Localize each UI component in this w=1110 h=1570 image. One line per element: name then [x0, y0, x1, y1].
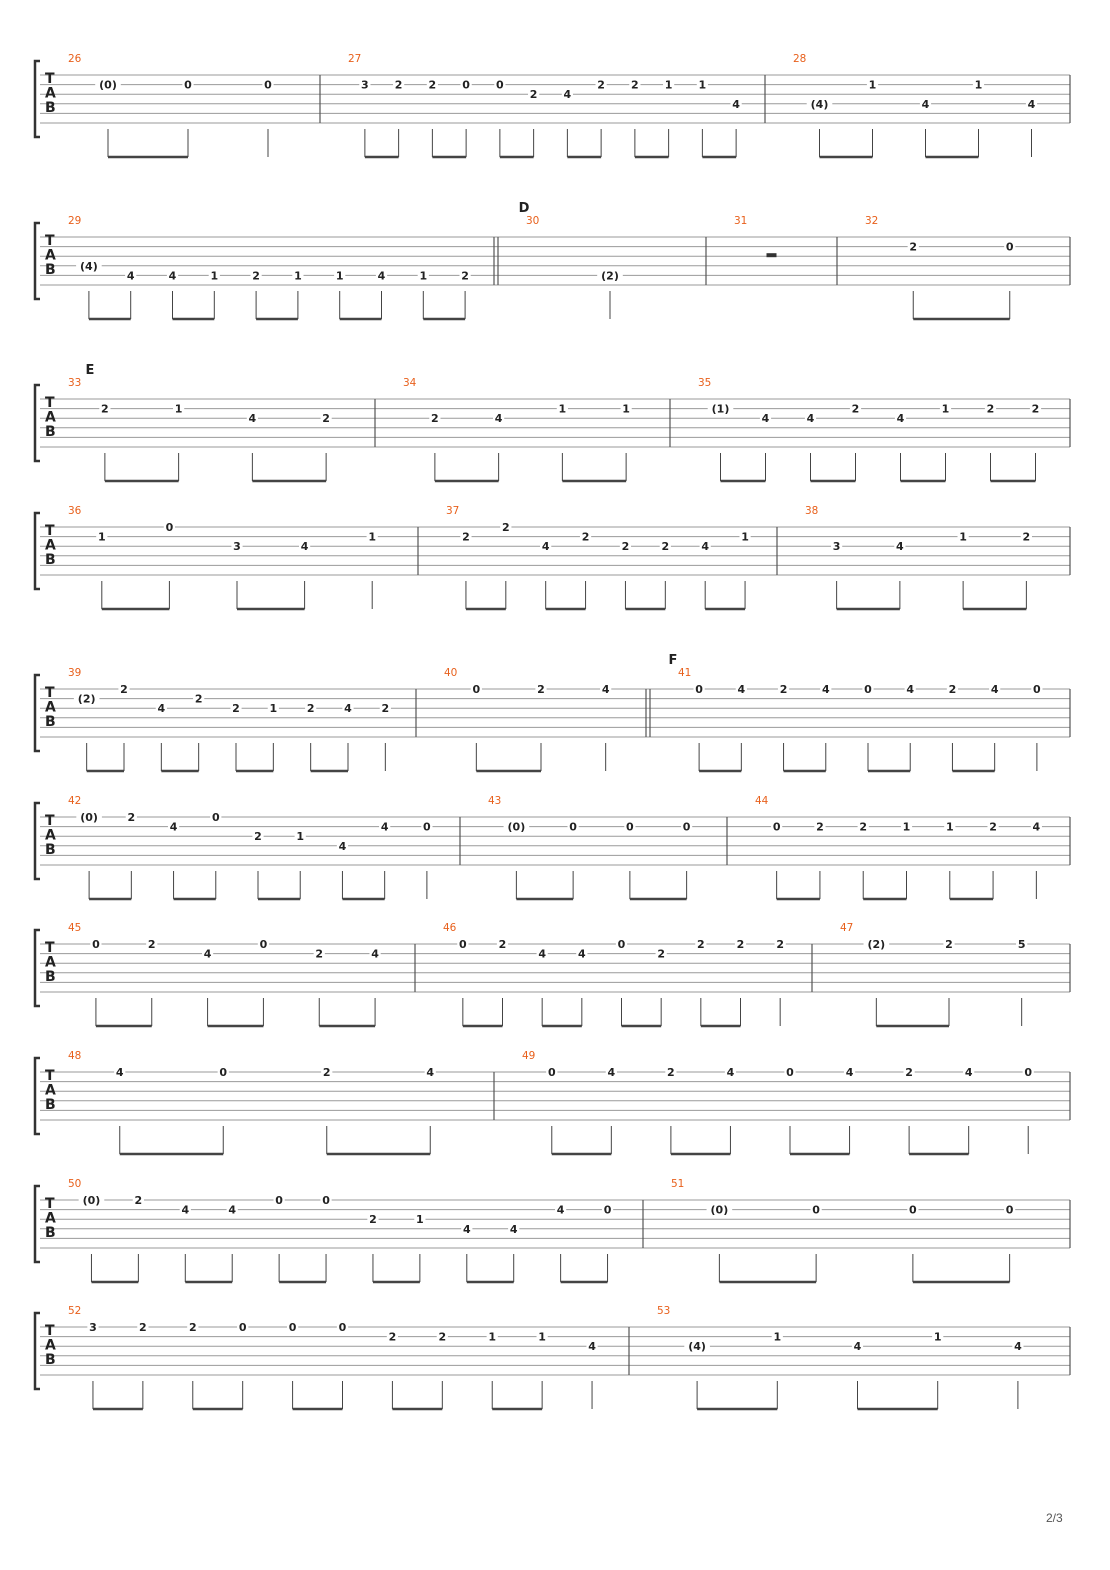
- fret-number: (2): [601, 269, 619, 283]
- tab-clef-letter: T: [45, 71, 55, 87]
- fret-number: 4: [853, 1340, 862, 1354]
- fret-number: 4: [338, 839, 347, 853]
- system-bracket: [35, 1186, 40, 1262]
- fret-number: 1: [945, 820, 954, 834]
- fret-number: 4: [896, 540, 904, 554]
- fret-number: 1: [974, 78, 983, 92]
- system-bracket: [35, 675, 40, 751]
- fret-number: 4: [494, 412, 503, 426]
- fret-number: 4: [248, 412, 257, 426]
- fret-number: (4): [688, 1340, 706, 1354]
- measure-number: 28: [793, 53, 807, 65]
- fret-number: 0: [459, 938, 467, 951]
- fret-number: (0): [82, 1194, 101, 1207]
- fret-number: 4: [737, 683, 746, 696]
- fret-number: 2: [498, 938, 507, 951]
- fret-number: 0: [617, 938, 626, 951]
- fret-number: 2: [1031, 402, 1040, 416]
- fret-number: 4: [1014, 1340, 1022, 1354]
- fret-number: 4: [921, 97, 930, 111]
- section-marker: F: [668, 653, 678, 668]
- measure-number: 31: [734, 215, 748, 227]
- fret-number: 0: [1005, 240, 1014, 254]
- fret-number: (4): [810, 97, 829, 111]
- fret-number: 4: [228, 1203, 237, 1217]
- fret-number: 2: [661, 540, 670, 554]
- fret-number: 0: [496, 78, 504, 92]
- fret-number: 4: [126, 269, 135, 283]
- fret-number: 2: [394, 78, 403, 92]
- fret-number: 4: [1027, 97, 1036, 111]
- fret-number: 1: [488, 1330, 497, 1344]
- tab-clef-letter: T: [45, 523, 55, 539]
- fret-number: 4: [701, 540, 710, 554]
- fret-number: 0: [211, 811, 220, 824]
- fret-number: 4: [300, 540, 309, 554]
- fret-number: 2: [989, 820, 997, 834]
- fret-number: 2: [631, 78, 639, 92]
- system-bracket: [35, 930, 40, 1006]
- tab-clef-letter: B: [45, 552, 56, 568]
- fret-number: 4: [607, 1066, 616, 1079]
- tab-clef-letter: T: [45, 395, 55, 411]
- fret-number: 3: [89, 1321, 97, 1334]
- fret-number: 1: [868, 78, 877, 92]
- fret-number: 4: [906, 683, 915, 696]
- measure-number: 48: [68, 1050, 82, 1062]
- tab-clef-letter: A: [45, 537, 56, 554]
- measure-number: 37: [446, 505, 460, 517]
- tab-clef-letter: T: [45, 940, 55, 956]
- measure-number: 51: [671, 1178, 685, 1190]
- fret-number: 1: [941, 402, 950, 416]
- tab-clef-letter: B: [45, 1225, 56, 1241]
- system-bracket: [35, 223, 40, 299]
- fret-number: 2: [537, 683, 545, 696]
- fret-number: 0: [909, 1203, 917, 1217]
- tab-clef-letter: T: [45, 1068, 55, 1084]
- fret-number: 2: [501, 521, 510, 534]
- page-number: 2/3: [1046, 1511, 1063, 1525]
- tab-clef-letter: A: [45, 954, 56, 971]
- fret-number: 2: [1022, 530, 1031, 544]
- fret-number: 4: [538, 947, 546, 961]
- fret-number: 2: [127, 811, 136, 824]
- measure-number: 38: [805, 505, 819, 517]
- fret-number: 4: [761, 412, 770, 426]
- fret-number: 0: [682, 820, 691, 834]
- tab-clef-letter: A: [45, 85, 56, 102]
- fret-number: 1: [416, 1213, 424, 1227]
- measure-number: 43: [488, 795, 502, 807]
- fret-number: 2: [139, 1321, 147, 1334]
- measure-number: 35: [698, 377, 712, 389]
- fret-number: 0: [603, 1203, 612, 1217]
- fret-number: 0: [184, 78, 192, 92]
- fret-number: 1: [773, 1330, 782, 1344]
- fret-number: 2: [194, 692, 203, 706]
- measure-number: 45: [68, 922, 82, 934]
- fret-number: 4: [203, 947, 212, 961]
- fret-number: 4: [588, 1340, 596, 1354]
- fret-number: 1: [210, 269, 219, 283]
- fret-number: 4: [115, 1066, 124, 1079]
- fret-number: 4: [896, 412, 905, 426]
- fret-number: 2: [147, 938, 156, 951]
- fret-number: 0: [275, 1194, 283, 1207]
- tab-clef-letter: T: [45, 233, 55, 249]
- fret-number: (0): [80, 811, 98, 824]
- measure-number: 49: [522, 1050, 536, 1062]
- fret-number: 2: [736, 938, 745, 951]
- measure-number: 53: [657, 1305, 671, 1317]
- system-bracket: [35, 1313, 40, 1389]
- fret-number: 2: [529, 88, 538, 102]
- tab-clef-letter: B: [45, 842, 56, 858]
- fret-number: 4: [1032, 820, 1041, 834]
- tab-system: [35, 1050, 1070, 1154]
- fret-number: 2: [381, 702, 390, 716]
- fret-number: 4: [377, 269, 386, 283]
- fret-number: 4: [578, 947, 586, 961]
- fret-number: 0: [864, 683, 872, 696]
- section-marker: D: [518, 201, 530, 216]
- tab-clef-letter: B: [45, 424, 56, 440]
- fret-number: 1: [698, 78, 707, 92]
- section-marker: E: [85, 363, 95, 378]
- tab-clef-letter: A: [45, 409, 56, 426]
- fret-number: 4: [344, 702, 352, 716]
- fret-number: 0: [338, 1321, 347, 1334]
- fret-number: 2: [948, 683, 957, 696]
- fret-number: 4: [732, 97, 740, 111]
- tab-clef-letter: B: [45, 1352, 56, 1368]
- fret-number: 2: [306, 702, 315, 716]
- fret-number: 1: [622, 402, 630, 416]
- fret-number: 1: [419, 269, 428, 283]
- fret-number: 2: [905, 1066, 913, 1079]
- fret-number: 2: [252, 269, 260, 283]
- fret-number: 4: [563, 88, 572, 102]
- fret-number: 4: [157, 702, 166, 716]
- measure-number: 32: [865, 215, 879, 227]
- fret-number: 4: [426, 1066, 435, 1079]
- fret-number: 1: [558, 402, 567, 416]
- fret-number: 2: [232, 702, 240, 716]
- tab-system: [35, 505, 1070, 609]
- fret-number: 1: [368, 530, 377, 544]
- fret-number: 4: [168, 269, 177, 283]
- fret-number: 2: [388, 1330, 397, 1344]
- fret-number: 4: [845, 1066, 854, 1079]
- fret-number: 2: [462, 530, 470, 544]
- fret-number: 0: [423, 820, 431, 834]
- measure-number: 47: [840, 922, 854, 934]
- measure-number: 39: [68, 667, 82, 679]
- fret-number: 1: [174, 402, 183, 416]
- fret-number: 2: [657, 947, 665, 961]
- fret-number: 4: [726, 1066, 735, 1079]
- fret-number: 4: [371, 947, 379, 961]
- fret-number: (0): [710, 1203, 729, 1217]
- fret-number: 3: [361, 78, 369, 92]
- fret-number: 0: [786, 1066, 794, 1079]
- system-bracket: [35, 513, 40, 589]
- fret-number: 0: [772, 820, 781, 834]
- fret-number: 1: [933, 1330, 942, 1344]
- system-bracket: [35, 61, 40, 137]
- fret-number: (0): [99, 78, 117, 92]
- tab-system: [35, 53, 1070, 157]
- fret-number: 2: [134, 1194, 143, 1207]
- tab-clef-letter: A: [45, 699, 56, 716]
- tab-clef-letter: T: [45, 1323, 55, 1339]
- fret-number: 1: [664, 78, 673, 92]
- fret-number: 4: [462, 1222, 471, 1236]
- fret-number: 0: [259, 938, 268, 951]
- measure-number: 27: [348, 53, 362, 65]
- fret-number: 0: [472, 683, 481, 696]
- fret-number: (4): [80, 259, 98, 273]
- tab-clef-letter: A: [45, 1082, 56, 1099]
- measure-number: 40: [444, 667, 458, 679]
- fret-number: 0: [547, 1066, 556, 1079]
- fret-number: 0: [238, 1321, 247, 1334]
- fret-number: 0: [695, 683, 703, 696]
- fret-number: 2: [254, 830, 262, 844]
- fret-number: 4: [964, 1066, 973, 1079]
- fret-number: 2: [779, 683, 788, 696]
- fret-number: 0: [322, 1194, 330, 1207]
- tab-clef-letter: A: [45, 247, 56, 264]
- tab-system: [35, 363, 1070, 481]
- fret-number: 1: [97, 530, 106, 544]
- fret-number: 2: [859, 820, 868, 834]
- fret-number: 4: [806, 412, 815, 426]
- fret-number: 2: [438, 1330, 447, 1344]
- measure-number: 46: [443, 922, 457, 934]
- fret-number: 4: [181, 1203, 190, 1217]
- fret-number: 2: [776, 938, 784, 951]
- fret-number: 0: [165, 521, 174, 534]
- fret-number: 4: [601, 683, 610, 696]
- fret-number: 2: [621, 540, 630, 554]
- fret-number: 1: [335, 269, 344, 283]
- tab-clef-letter: T: [45, 685, 55, 701]
- fret-number: 2: [428, 78, 437, 92]
- measure-number: 36: [68, 505, 82, 517]
- fret-number: 2: [597, 78, 605, 92]
- fret-number: (1): [711, 402, 730, 416]
- fret-number: 1: [269, 702, 278, 716]
- fret-number: 2: [581, 530, 590, 544]
- fret-number: 2: [461, 269, 469, 283]
- tab-clef-letter: A: [45, 1210, 56, 1227]
- fret-number: 0: [462, 78, 470, 92]
- measure-number: 42: [68, 795, 82, 807]
- tab-system: [35, 201, 1070, 319]
- fret-number: 0: [1024, 1066, 1033, 1079]
- measure-number: 44: [755, 795, 769, 807]
- tab-clef-letter: B: [45, 1097, 56, 1113]
- fret-number: 2: [697, 938, 705, 951]
- fret-number: 2: [986, 402, 995, 416]
- fret-number: 2: [322, 1066, 331, 1079]
- fret-number: 2: [322, 412, 330, 426]
- fret-number: 1: [902, 820, 911, 834]
- tab-clef-letter: A: [45, 1337, 56, 1354]
- measure-number: 30: [526, 215, 540, 227]
- measure-number: 34: [403, 377, 417, 389]
- fret-number: 0: [1033, 683, 1041, 696]
- fret-number: (2): [77, 692, 96, 706]
- fret-number: 4: [509, 1222, 518, 1236]
- fret-number: 2: [816, 820, 824, 834]
- fret-number: 2: [188, 1321, 197, 1334]
- fret-number: 2: [101, 402, 109, 416]
- system-bracket: [35, 1058, 40, 1134]
- fret-number: 2: [667, 1066, 675, 1079]
- fret-number: 1: [538, 1330, 546, 1344]
- tab-system: [35, 1305, 1070, 1409]
- system-bracket: [35, 803, 40, 879]
- fret-number: (2): [867, 938, 886, 951]
- fret-number: 2: [369, 1213, 377, 1227]
- tab-clef-letter: B: [45, 714, 56, 730]
- fret-number: 2: [851, 402, 860, 416]
- fret-number: 4: [169, 820, 178, 834]
- fret-number: 0: [219, 1066, 228, 1079]
- tab-system: [35, 922, 1070, 1026]
- tab-system: [35, 653, 1070, 771]
- tab-clef-letter: B: [45, 100, 56, 116]
- fret-number: 4: [990, 683, 999, 696]
- system-bracket: [35, 385, 40, 461]
- tab-clef-letter: B: [45, 262, 56, 278]
- fret-number: 2: [120, 683, 128, 696]
- fret-number: 0: [626, 820, 634, 834]
- measure-number: 41: [678, 667, 692, 679]
- fret-number: 0: [288, 1321, 297, 1334]
- measure-number: 50: [68, 1178, 82, 1190]
- measure-number: 33: [68, 377, 82, 389]
- fret-number: 1: [296, 830, 305, 844]
- measure-number: 52: [68, 1305, 82, 1317]
- fret-number: (0): [507, 820, 526, 834]
- fret-number: 1: [741, 530, 749, 544]
- fret-number: 3: [233, 540, 241, 554]
- fret-number: 2: [431, 412, 439, 426]
- tab-clef-letter: T: [45, 813, 55, 829]
- fret-number: 0: [569, 820, 577, 834]
- fret-number: 4: [821, 683, 830, 696]
- fret-number: 4: [380, 820, 389, 834]
- tab-system: [35, 795, 1070, 899]
- fret-number: 2: [909, 240, 918, 254]
- fret-number: 3: [832, 540, 841, 554]
- fret-number: 0: [812, 1203, 820, 1217]
- fret-number: 0: [1005, 1203, 1014, 1217]
- tab-clef-letter: A: [45, 827, 56, 844]
- fret-number: 4: [541, 540, 550, 554]
- fret-number: 5: [1017, 938, 1026, 951]
- fret-number: 0: [92, 938, 100, 951]
- measure-number: 29: [68, 215, 82, 227]
- measure-number: 26: [68, 53, 82, 65]
- fret-number: 0: [264, 78, 272, 92]
- whole-rest: [767, 253, 777, 257]
- fret-number: 2: [945, 938, 953, 951]
- fret-number: 4: [556, 1203, 565, 1217]
- fret-number: 1: [959, 530, 967, 544]
- fret-number: 1: [294, 269, 302, 283]
- tab-system: [35, 1178, 1070, 1282]
- tab-clef-letter: T: [45, 1196, 55, 1212]
- fret-number: 2: [315, 947, 324, 961]
- tab-clef-letter: B: [45, 969, 56, 985]
